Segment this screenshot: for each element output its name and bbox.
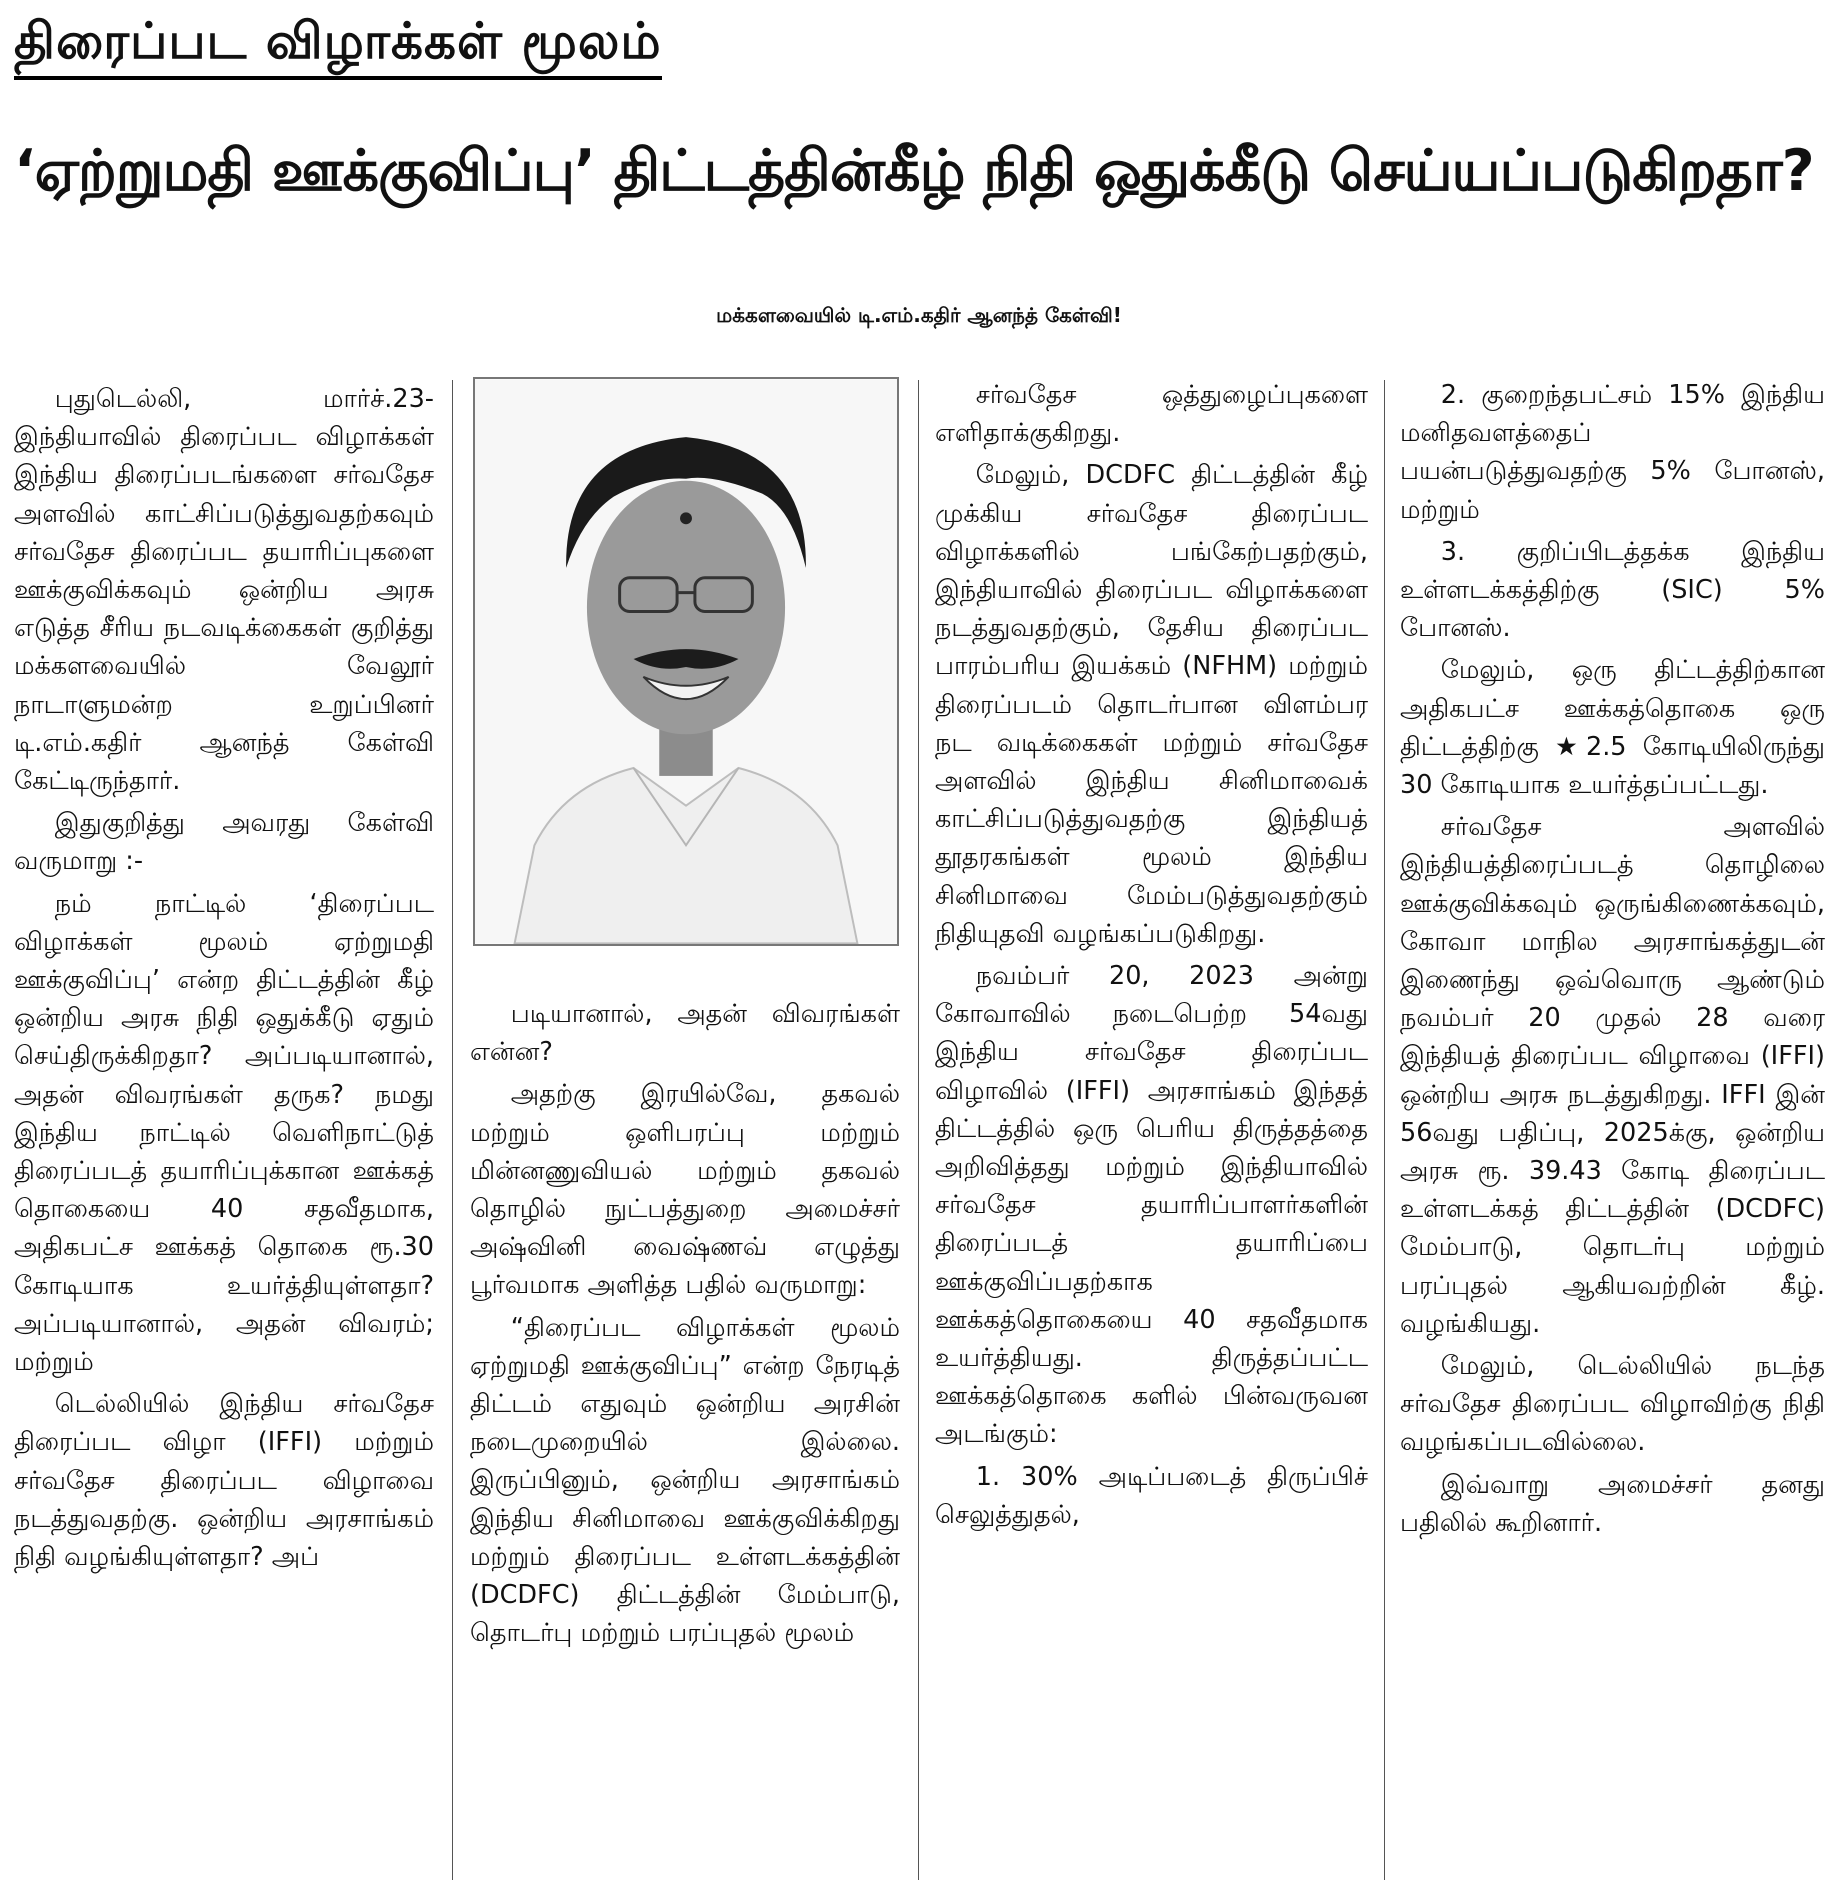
article-paragraph: சர்வதேச ஒத்துழைப்புகளை எளிதாக்குகிறது. <box>935 380 1368 449</box>
article-column-1 <box>14 380 434 1580</box>
portrait-icon <box>475 379 897 944</box>
article-paragraph: சர்வதேச அளவில் இந்தியத்திரைப்படத் தொழிலை ஊக்குவிக்கவும் ஒருங்கிணைக்கவும், கோவா மாநில அரசாங்கத்துடன் இணைந்து ஒவ்வொரு ஆண்டும் நவம்பர் 20 முதல் 28 வரை இந்தியத் திரைப்பட விழாவை (IFFI) ஒன்றிய அரசு நடத்துகிறது. IFFI இன் 56வது பதிப்பு, 2025க்கு, ஒன்றிய அரசு ரூ. 39.43 கோடி திரைப்பட உள்ளடக்கத் திட்டத்தின் (DCDFC) மேம்பாடு, தொடர்பு மற்றும் பரப்புதல் ஆகியவற்றின் கீழ். வழங்கியது. <box>1400 812 1825 1339</box>
article-column-3 <box>935 376 1368 1538</box>
article-paragraph: நம் நாட்டில் ‘திரைப்பட விழாக்கள் மூலம் ஏற்றுமதி ஊக்குவிப்பு’ என்ற திட்டத்தின் கீழ் ஒன்றிய அரசு நிதி ஒதுக்கீடு ஏதும் செய்திருக்கிறதா? அப்படியானால், அதன் விவரங்கள் தருக? நமது இந்திய நாட்டில் வெளிநாட்டுத் திரைப்படத் தயாரிப்புக்கான ஊக்கத் தொகையை 40 சதவீதமாக, அதிகபட்ச ஊக்கத் தொகை ரூ.30 கோடியாக உயர்த்தியுள்ளதா? அப்படியானால், அதன் விவரம்; மற்றும் <box>14 888 434 1378</box>
article-paragraph: 1. 30% அடிப்படைத் திருப்பிச் செலுத்துதல், <box>935 1461 1368 1530</box>
article-paragraph: “திரைப்பட விழாக்கள் மூலம் ஏற்றுமதி ஊக்குவிப்பு” என்ற நேரடித் திட்டம் எதுவும் ஒன்றிய அரசின் நடைமுறையில் இல்லை. இருப்பினும், ஒன்றிய அரசாங்கம் இந்திய சினிமாவை ஊக்குவிக்கிறது மற்றும் திரைப்பட உள்ளடக்கத்தின் (DCDFC) திட்டத்தின் மேம்பாடு, தொடர்பு மற்றும் பரப்புதல் மூலம் <box>470 1312 900 1649</box>
portrait-photo <box>473 377 899 946</box>
article-paragraph: நவம்பர் 20, 2023 அன்று கோவாவில் நடைபெற்ற 54வது இந்திய சர்வதேச திரைப்பட விழாவில் (IFFI) அரசாங்கம் இந்தத் திட்டத்தில் ஒரு பெரிய திருத்தத்தை அறிவித்தது மற்றும் இந்தியாவில் சர்வதேச தயாரிப்பாளர்களின் திரைப்படத் தயாரிப்பை ஊக்குவிப்பதற்காக ஊக்கத்தொகையை 40 சதவீதமாக உயர்த்தியது. திருத்தப்பட்ட ஊக்கத்தொகை களில் பின்வருவன அடங்கும்: <box>935 961 1368 1450</box>
article-paragraph: இதுகுறித்து அவரது கேள்வி வருமாறு :- <box>14 808 434 877</box>
article-paragraph: மேலும், ஒரு திட்டத்திற்கான அதிகபட்ச ஊக்கத்தொகை ஒரு திட்டத்திற்கு ★2.5 கோடியிலிருந்து 30 கோடியாக உயர்த்தப்பட்டது. <box>1400 655 1825 801</box>
article-paragraph: 3. குறிப்பிடத்தக்க இந்திய உள்ளடக்கத்திற்கு (SIC) 5% போனஸ். <box>1400 536 1825 644</box>
article-paragraph: 2. குறைந்தபட்சம் 15% இந்திய மனிதவளத்தைப் பயன்படுத்துவதற்கு 5% போனஸ், மற்றும் <box>1400 380 1825 525</box>
article-paragraph: புதுடெல்லி, மார்ச்.23- இந்தியாவில் திரைப்பட விழாக்கள் இந்திய திரைப்படங்களை சர்வதேச அளவில் காட்சிப்படுத்துவதற்கவும் சர்வதேச திரைப்பட தயாரிப்புகளை ஊக்குவிக்கவும் ஒன்றிய அரசு எடுத்த சீரிய நடவடிக்கைகள் குறித்து மக்களவையில் வேலூர் நாடாளுமன்ற உறுப்பினர் டி.எம்.கதிர் ஆனந்த் கேள்வி கேட்டிருந்தார். <box>14 384 434 797</box>
article-paragraph: டெல்லியில் இந்திய சர்வதேச திரைப்பட விழா (IFFI) மற்றும் சர்வதேச திரைப்பட விழாவை நடத்துவதற்கு. ஒன்றிய அரசாங்கம் நிதி வழங்கியுள்ளதா? அப் <box>14 1389 434 1573</box>
article-paragraph: இவ்வாறு அமைச்சர் தனது பதிலில் கூறினார். <box>1400 1469 1825 1538</box>
article-paragraph: படியானால், அதன் விவரங்கள் என்ன? <box>470 999 900 1068</box>
article-paragraph: அதற்கு இரயில்வே, தகவல் மற்றும் ஒளிபரப்பு மற்றும் மின்னணுவியல் மற்றும் தகவல் தொழில் நுட்பத்துறை அமைச்சர் அஷ்வினி வைஷ்ணவ் எழுத்து பூர்வமாக அளித்த பதில் வருமாறு: <box>470 1079 900 1301</box>
article-paragraph: மேலும், DCDFC திட்டத்தின் கீழ் முக்கிய சர்வதேச திரைப்பட விழாக்களில் பங்கேற்பதற்கும், இந்தியாவில் திரைப்பட விழாக்களை நடத்துவதற்கும், தேசிய திரைப்பட பாரம்பரிய இயக்கம் (NFHM) மற்றும் திரைப்படம் தொடர்பான விளம்பர நட வடிக்கைகள் மற்றும் சர்வதேச அளவில் இந்திய சினிமாவைக் காட்சிப்படுத்துவதற்கு இந்தியத் தூதரகங்கள் மூலம் இந்திய சினிமாவை மேம்படுத்துவதற்கும் நிதியுதவி வழங்கப்படுகிறது. <box>935 460 1368 949</box>
article-subheadline: மக்களவையில் டி.எம்.கதிர் ஆனந்த் கேள்வி! <box>716 303 1122 327</box>
column-rule <box>1384 380 1385 1880</box>
article-kicker: திரைப்பட விழாக்கள் மூலம் <box>14 6 662 80</box>
article-column-4 <box>1400 376 1825 1546</box>
article-paragraph: மேலும், டெல்லியில் நடந்த சர்வதேச திரைப்பட விழாவிற்கு நிதி வழங்கப்படவில்லை. <box>1400 1351 1825 1458</box>
column-rule <box>918 380 919 1880</box>
article-headline: ‘ஏற்றுமதி ஊக்குவிப்பு’ திட்டத்தின்கீழ் நிதி ஒதுக்கீடு செய்யப்படுகிறதா? <box>14 138 1814 204</box>
article-column-2 <box>470 995 900 1656</box>
column-rule <box>452 380 453 1880</box>
